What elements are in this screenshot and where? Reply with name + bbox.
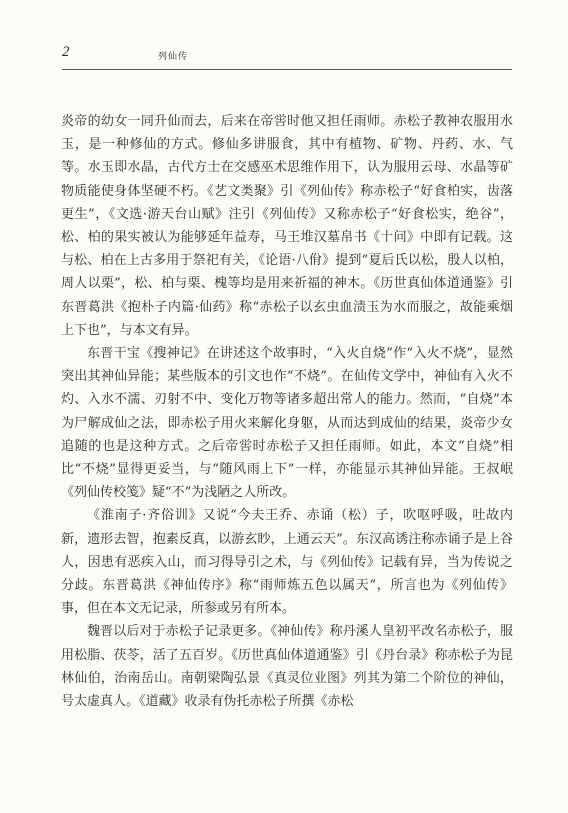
page-number: 2 (62, 44, 70, 60)
paragraph-1: 炎帝的幼女一同升仙而去，后来在帝喾时他又担任雨师。赤松子教神农服用水玉，是一种修仙的方式。修仙多讲服食，其中有植物、矿物、丹药、水、气等。水玉即水晶，古代方士在交感巫术思维作用下，认为服用云母、水晶等矿物质能使身体坚硬不朽。《艺文类聚》引《列仙传》称赤松子“好食柏实，齿落更生”，《文选·游天台山赋》注引《列仙传》又称赤松子“好食松实，绝谷”，松、柏的果实被认为能够延年益寿，马王堆汉墓帛书《十问》中即有记载。这与松、柏在上古多用于祭祀有关，《论语·八佾》提到“夏后氏以松，殷人以柏，周人以栗”，松、柏与栗、槐等均是用来祈福的神木。《历世真仙体道通鉴》引东晋葛洪《抱朴子内篇·仙药》称“赤松子以玄虫血渍玉为水而服之，故能乘烟上下也”，与本文有异。 (61, 114, 513, 338)
paragraph-2: 东晋干宝《搜神记》在讲述这个故事时，“入火自烧”作“入火不烧”，显然突出其神仙异能；某些版本的引文也作“不烧”。在仙传文学中，神仙有入火不灼、入水不濡、刃射不中、变化万物等诸多超出常人的能力。然而，“自烧”本为尸解成仙之法，即赤松子用火来解化身躯，从而达到成仙的结果，炎帝少女追随的也是这种方式。之后帝喾时赤松子又担任雨师。如此，本文“自烧”相比“不烧”显得更妥当，与“随风雨上下”一样，亦能显示其神仙异能。王叔岷《列仙传校笺》疑“不”为浅陋之人所改。 (61, 346, 513, 501)
paragraph-4: 魏晋以后对于赤松子记录更多。《神仙传》称丹溪人皇初平改名赤松子，服用松脂、茯苓，活了五百岁。《历世真仙体道通鉴》引《丹台录》称赤松子为昆林仙伯，治南岳山。南朝梁陶弘景《真灵位业图》列其为第二个阶位的神仙，号太虚真人。《道藏》收录有伪托赤松子所撰《赤松 (61, 624, 513, 710)
running-title: 列仙传 (158, 52, 189, 62)
page-header (62, 44, 512, 66)
body-text (61, 110, 513, 713)
header-rule (62, 69, 512, 70)
paragraph-3: 《淮南子·齐俗训》又说“今夫王乔、赤诵（松）子，吹呕呼吸，吐故内新，遗形去智，抱素反真，以游玄眇，上通云天”。东汉高诱注称赤诵子是上谷人，因患有恶疾入山，而习得导引之术，与《列仙传》记载有异，当为传说之分歧。东晋葛洪《神仙传序》称“雨师炼五色以属天”，所言也为《列仙传》事，但在本文无记录，所参或另有所本。 (61, 508, 513, 617)
